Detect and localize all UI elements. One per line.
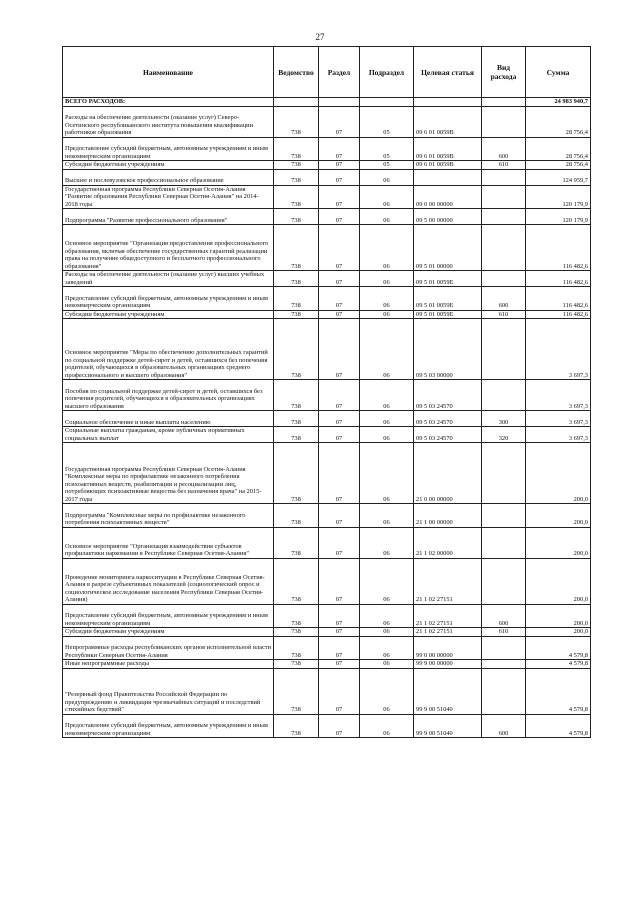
cell-department: 738: [274, 209, 319, 225]
cell-sum: 124 959,7: [526, 169, 591, 185]
cell-expense-type: [482, 527, 526, 558]
cell-subsection: 06: [360, 271, 414, 287]
cell-section: 07: [319, 161, 360, 170]
cell-name: Субсидии бюджетным учреждениям: [63, 161, 274, 170]
cell-sum: 3 697,3: [526, 319, 591, 380]
table-row: [63, 628, 591, 637]
cell-sum: 200,0: [526, 504, 591, 528]
cell-expense-type: [482, 209, 526, 225]
header-section: Раздел: [319, 47, 360, 98]
cell-expense-type: 600: [482, 714, 526, 738]
cell-section: 07: [319, 185, 360, 209]
cell-target-item: 21 1 02 27151: [414, 628, 482, 637]
cell-department: [274, 98, 319, 107]
cell-name: Предоставление субсидий бюджетным, автономным учреждениям и иным некоммерческим организациям: [63, 714, 274, 738]
header-department: Ведомство: [274, 47, 319, 98]
table-body: [63, 98, 591, 738]
cell-subsection: 06: [360, 411, 414, 427]
table-row: [63, 225, 591, 271]
header-expense-type: Вид расхода: [482, 47, 526, 98]
cell-name: Непрограммные расходы республиканских органов исполнительной власти Республики Северная Осетия-Алания: [63, 636, 274, 660]
table-row: [63, 380, 591, 411]
total-row: [63, 98, 591, 107]
cell-name: Расходы на обеспечение деятельности (оказание услуг) высших учебных заведений: [63, 271, 274, 287]
cell-target-item: 99 9 00 00000: [414, 660, 482, 669]
cell-expense-type: [482, 504, 526, 528]
cell-expense-type: 600: [482, 604, 526, 628]
cell-department: 738: [274, 636, 319, 660]
cell-target-item: 09 5 01 0059Е: [414, 287, 482, 311]
cell-sum: 4 579,8: [526, 714, 591, 738]
header-name: Наименование: [63, 47, 274, 98]
cell-name: Социальное обеспечение и иные выплаты населению: [63, 411, 274, 427]
cell-department: 738: [274, 137, 319, 161]
cell-sum: 200,0: [526, 443, 591, 504]
cell-section: 07: [319, 319, 360, 380]
cell-subsection: 05: [360, 137, 414, 161]
table-row: [63, 504, 591, 528]
cell-section: 07: [319, 209, 360, 225]
cell-subsection: 06: [360, 169, 414, 185]
cell-section: 07: [319, 310, 360, 319]
table-row: [63, 636, 591, 660]
cell-section: 07: [319, 558, 360, 604]
cell-department: 738: [274, 287, 319, 311]
cell-target-item: 09 5 01 0059Е: [414, 310, 482, 319]
cell-target-item: 09 5 03 24570: [414, 427, 482, 443]
cell-target-item: [414, 169, 482, 185]
cell-department: 738: [274, 271, 319, 287]
cell-name: Основное мероприятие "Организация взаимодействия субъектов профилактики наркомании в Республике Северная Осетия-Алания": [63, 527, 274, 558]
cell-name: Предоставление субсидий бюджетным, автономным учреждениям и иным некоммерческим организациям: [63, 137, 274, 161]
cell-target-item: [414, 98, 482, 107]
cell-section: 07: [319, 660, 360, 669]
cell-section: 07: [319, 527, 360, 558]
cell-target-item: 99 9 00 51040: [414, 668, 482, 714]
cell-target-item: 99 0 00 00000: [414, 636, 482, 660]
cell-target-item: 09 5 03 00000: [414, 319, 482, 380]
table-row: [63, 668, 591, 714]
cell-name: Государственная программа Республики Северная Осетия-Алания "Развитие образования Республики Северная Осетия-Алания" на 2014-2018 годы: [63, 185, 274, 209]
cell-subsection: 05: [360, 106, 414, 137]
cell-department: 738: [274, 668, 319, 714]
cell-name: Подпрограмма "Комплексные меры по профилактике незаконного потребления психоактивных веществ": [63, 504, 274, 528]
cell-sum: 120 179,9: [526, 185, 591, 209]
cell-sum: 4 579,8: [526, 636, 591, 660]
cell-department: 738: [274, 604, 319, 628]
cell-subsection: 05: [360, 161, 414, 170]
cell-expense-type: 600: [482, 137, 526, 161]
cell-expense-type: [482, 185, 526, 209]
cell-name: Субсидии бюджетным учреждениям: [63, 628, 274, 637]
cell-expense-type: 610: [482, 161, 526, 170]
cell-name: Предоставление субсидий бюджетным, автономным учреждениям и иным некоммерческим организациям: [63, 604, 274, 628]
cell-subsection: 06: [360, 527, 414, 558]
cell-sum: 24 983 940,7: [526, 98, 591, 107]
budget-table: [62, 46, 591, 738]
table-row: [63, 319, 591, 380]
cell-subsection: 06: [360, 504, 414, 528]
cell-target-item: 21 1 00 00000: [414, 504, 482, 528]
cell-sum: 200,0: [526, 558, 591, 604]
page-number: 27: [315, 32, 325, 42]
cell-target-item: 09 0 00 00000: [414, 185, 482, 209]
cell-subsection: 06: [360, 660, 414, 669]
cell-subsection: 06: [360, 628, 414, 637]
cell-department: 738: [274, 427, 319, 443]
cell-expense-type: [482, 98, 526, 107]
cell-department: 738: [274, 225, 319, 271]
cell-subsection: 06: [360, 427, 414, 443]
table-row: [63, 411, 591, 427]
cell-section: [319, 98, 360, 107]
cell-sum: 116 482,6: [526, 225, 591, 271]
cell-expense-type: 320: [482, 427, 526, 443]
cell-subsection: 06: [360, 443, 414, 504]
cell-name: Субсидии бюджетным учреждениям: [63, 310, 274, 319]
cell-section: 07: [319, 636, 360, 660]
cell-section: 07: [319, 169, 360, 185]
cell-sum: 200,0: [526, 604, 591, 628]
cell-sum: 3 697,3: [526, 427, 591, 443]
cell-department: 738: [274, 106, 319, 137]
table-row: [63, 660, 591, 669]
cell-name: Основное мероприятие "Меры по обеспечению дополнительных гарантий по социальной поддержке детей-сирот и детей, оставшихся без попечения родителей, обучающихся в образовательных организациях среднего профессионального и высшего образования": [63, 319, 274, 380]
cell-sum: 28 756,4: [526, 137, 591, 161]
cell-sum: 28 756,4: [526, 161, 591, 170]
cell-target-item: 09 5 03 24570: [414, 380, 482, 411]
cell-department: 738: [274, 714, 319, 738]
cell-subsection: 06: [360, 209, 414, 225]
cell-name: Государственная программа Республики Северная Осетия-Алания "Комплексные меры по профилактике незаконного потребления психоактивных веществ, реабилитации и ресоциализации лиц, потребляющих психоактивные вещества без назначения врача" на 2015-2017 годы: [63, 443, 274, 504]
cell-section: 07: [319, 714, 360, 738]
cell-expense-type: 610: [482, 628, 526, 637]
cell-name: Предоставление субсидий бюджетным, автономным учреждениям и иным некоммерческим организациям: [63, 287, 274, 311]
cell-expense-type: [482, 380, 526, 411]
header-subsection: Подраздел: [360, 47, 414, 98]
cell-sum: 3 697,3: [526, 380, 591, 411]
cell-target-item: 09 5 00 00000: [414, 209, 482, 225]
cell-subsection: 06: [360, 604, 414, 628]
cell-subsection: 06: [360, 310, 414, 319]
header-sum: Сумма: [526, 47, 591, 98]
cell-department: 738: [274, 380, 319, 411]
cell-expense-type: 600: [482, 287, 526, 311]
cell-sum: 200,0: [526, 527, 591, 558]
cell-expense-type: [482, 668, 526, 714]
cell-name: "Резервный фонд Правительства Российской Федерации по предупреждению и ликвидации чрезвычайных ситуаций и последствий стихийных бедствий": [63, 668, 274, 714]
cell-expense-type: [482, 106, 526, 137]
cell-department: 738: [274, 558, 319, 604]
cell-section: 07: [319, 668, 360, 714]
cell-section: 07: [319, 271, 360, 287]
cell-target-item: 09 5 01 0059Е: [414, 271, 482, 287]
cell-expense-type: [482, 660, 526, 669]
cell-department: 738: [274, 319, 319, 380]
cell-target-item: 09 6 01 0059В: [414, 106, 482, 137]
cell-name: Основное мероприятие "Организация предоставления профессионального образования, включая обеспечение государственных гарантий реализации права на получение общедоступного и бесплатного профессионального образования": [63, 225, 274, 271]
cell-sum: 200,0: [526, 628, 591, 637]
cell-section: 07: [319, 137, 360, 161]
cell-target-item: 09 6 01 0059В: [414, 161, 482, 170]
cell-subsection: 06: [360, 636, 414, 660]
cell-department: 738: [274, 443, 319, 504]
cell-target-item: 21 1 02 27151: [414, 604, 482, 628]
cell-expense-type: 610: [482, 310, 526, 319]
cell-target-item: 21 0 00 00000: [414, 443, 482, 504]
cell-subsection: 06: [360, 714, 414, 738]
cell-subsection: 06: [360, 225, 414, 271]
header-target-item: Целевая статья: [414, 47, 482, 98]
cell-sum: 4 579,8: [526, 660, 591, 669]
cell-department: 738: [274, 185, 319, 209]
cell-subsection: 06: [360, 185, 414, 209]
cell-sum: 3 697,3: [526, 411, 591, 427]
table-row: [63, 209, 591, 225]
table-row: [63, 137, 591, 161]
cell-expense-type: [482, 225, 526, 271]
table-row: [63, 287, 591, 311]
cell-department: 738: [274, 527, 319, 558]
cell-name: Расходы на обеспечение деятельности (оказание услуг) Северо-Осетинского республиканского института повышения квалификации работников образования: [63, 106, 274, 137]
cell-target-item: 99 9 00 51040: [414, 714, 482, 738]
cell-name: Подпрограмма "Развитие профессионального образования": [63, 209, 274, 225]
cell-subsection: 06: [360, 668, 414, 714]
table-row: [63, 527, 591, 558]
table-row: [63, 558, 591, 604]
cell-name: Проведение мониторинга наркоситуации в Республике Северная Осетия-Алания в разрезе субъективных показателей (социологический опрос и социологическое исследование населения Республики Северная Осетия-Алания): [63, 558, 274, 604]
cell-expense-type: 300: [482, 411, 526, 427]
cell-sum: 116 482,6: [526, 271, 591, 287]
cell-section: 07: [319, 443, 360, 504]
cell-subsection: 06: [360, 319, 414, 380]
cell-expense-type: [482, 319, 526, 380]
table-row: [63, 271, 591, 287]
cell-name: Пособия по социальной поддержке детей-сирот и детей, оставшихся без попечения родителей, обучающихся в образовательных организациях высшего образования: [63, 380, 274, 411]
cell-expense-type: [482, 636, 526, 660]
cell-department: 738: [274, 660, 319, 669]
cell-target-item: 21 1 02 00000: [414, 527, 482, 558]
cell-expense-type: [482, 271, 526, 287]
cell-sum: 4 579,8: [526, 668, 591, 714]
cell-target-item: 21 1 02 27151: [414, 558, 482, 604]
cell-target-item: 09 6 01 0059В: [414, 137, 482, 161]
cell-section: 07: [319, 287, 360, 311]
cell-expense-type: [482, 558, 526, 604]
cell-name: ВСЕГО РАСХОДОВ:: [63, 98, 274, 107]
table-header-row: [63, 47, 591, 98]
cell-section: 07: [319, 504, 360, 528]
cell-department: 738: [274, 628, 319, 637]
cell-name: Социальные выплаты гражданам, кроме публичных нормативных социальных выплат: [63, 427, 274, 443]
cell-department: 738: [274, 411, 319, 427]
cell-section: 07: [319, 380, 360, 411]
cell-subsection: 06: [360, 380, 414, 411]
cell-department: 738: [274, 310, 319, 319]
cell-expense-type: [482, 443, 526, 504]
cell-target-item: 09 5 01 00000: [414, 225, 482, 271]
cell-section: 07: [319, 628, 360, 637]
cell-subsection: 06: [360, 287, 414, 311]
cell-department: 738: [274, 161, 319, 170]
table-row: [63, 604, 591, 628]
table-row: [63, 443, 591, 504]
table-row: [63, 169, 591, 185]
cell-sum: 120 179,9: [526, 209, 591, 225]
table-row: [63, 161, 591, 170]
cell-name: Высшее и послевузовское профессиональное образование: [63, 169, 274, 185]
cell-department: 738: [274, 169, 319, 185]
table-row: [63, 185, 591, 209]
cell-sum: 28 756,4: [526, 106, 591, 137]
cell-subsection: 06: [360, 558, 414, 604]
cell-target-item: 09 5 03 24570: [414, 411, 482, 427]
cell-section: 07: [319, 604, 360, 628]
cell-section: 07: [319, 106, 360, 137]
cell-subsection: [360, 98, 414, 107]
cell-sum: 116 482,6: [526, 310, 591, 319]
cell-sum: 116 482,6: [526, 287, 591, 311]
cell-expense-type: [482, 169, 526, 185]
table-row: [63, 714, 591, 738]
cell-section: 07: [319, 225, 360, 271]
cell-name: Иные непрограммные расходы: [63, 660, 274, 669]
table-row: [63, 427, 591, 443]
cell-section: 07: [319, 427, 360, 443]
table-row: [63, 310, 591, 319]
cell-section: 07: [319, 411, 360, 427]
cell-department: 738: [274, 504, 319, 528]
table-row: [63, 106, 591, 137]
